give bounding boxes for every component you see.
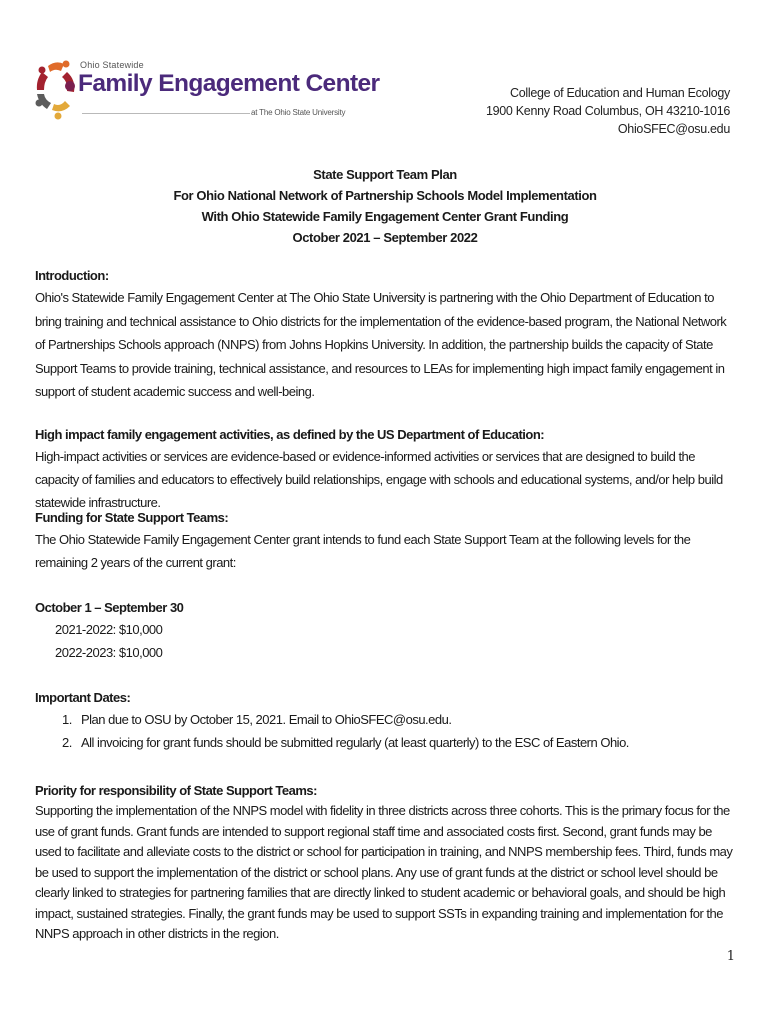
logo-subtitle: at The Ohio State University	[251, 108, 346, 117]
high-impact-section	[35, 425, 735, 514]
title-line-4: October 2021 – September 2022	[292, 230, 478, 245]
document-title	[0, 164, 770, 248]
page-number: 1	[726, 949, 735, 964]
funding-section	[35, 508, 735, 574]
high-impact-heading: High impact family engagement activities, as defined by the US Department of Education:	[35, 427, 545, 442]
contact-email: OhioSFEC@osu.edu	[617, 122, 730, 136]
funding-levels-section	[35, 598, 735, 664]
funding-level-item: 2021-2022: $10,000	[55, 622, 163, 637]
introduction-heading: Introduction:	[35, 268, 109, 283]
priority-heading: Priority for responsibility of State Support Teams:	[35, 783, 317, 798]
important-dates-section	[35, 688, 735, 754]
high-impact-text: High-impact activities or services are evidence-based or evidence-informed activities or services that are designed to build the capacity of families and educators to effectively build relationships, engage with schools and educational systems, and/or help build statewide infrastructure.	[35, 449, 723, 510]
logo-small-text: Ohio Statewide	[80, 60, 144, 70]
important-date-item: 1. Plan due to OSU by October 15, 2021. Email to OhioSFEC@osu.edu.	[75, 708, 735, 731]
priority-section	[35, 781, 735, 945]
important-dates-list	[35, 708, 735, 754]
logo-divider	[82, 113, 250, 114]
important-date-item: 2. All invoicing for grant funds should be submitted regularly (at least quarterly) to the ESC of Eastern Ohio.	[75, 731, 735, 754]
contact-block	[486, 84, 730, 138]
family-circle-logo-icon	[34, 58, 80, 120]
funding-level-item: 2022-2023: $10,000	[55, 645, 163, 660]
introduction-section	[35, 266, 735, 404]
funding-text: The Ohio Statewide Family Engagement Center grant intends to fund each State Support Team at the following levels for the remaining 2 years of the current grant:	[35, 532, 691, 570]
contact-college: College of Education and Human Ecology	[510, 86, 730, 100]
funding-period-heading: October 1 – September 30	[35, 600, 184, 615]
contact-address: 1900 Kenny Road Columbus, OH 43210-1016	[485, 104, 730, 118]
family-engagement-center-logo	[34, 58, 380, 124]
title-line-2: For Ohio National Network of Partnership Schools Model Implementation	[173, 188, 597, 203]
priority-text: Supporting the implementation of the NNPS model with fidelity in three districts across three cohorts. This is the primary focus for the use of grant funds. Grant funds are intended to support regional staff time and associated costs first. Second, grant funds may be used to facilitate and alleviate costs to the district or school for participation in training, and NNPS membership fees. Third, funds may be used to support the implementation of the district or school plans. Any use of grant funds at the district or school level should be clearly linked to strategies for partnering families that are directly linked to student academic or behavioral goals, and should be high impact, sustained strategies. Finally, the grant funds may be used to support SSTs in expanding training and implementation for the NNPS approach in other districts in the region.	[35, 803, 733, 941]
logo-name: Family Engagement Center	[78, 70, 380, 97]
introduction-text: Ohio's Statewide Family Engagement Center at The Ohio State University is partnering with the Ohio Department of Education to bring training and technical assistance to Ohio districts for the implementation of the evidence-based program, the National Network of Partnerships Schools approach (NNPS) from Johns Hopkins University. In addition, the partnership builds the capacity of State Support Teams to provide training, technical assistance, and resources to LEAs for implementing high impact family engagement in support of student academic success and well-being.	[35, 290, 727, 399]
funding-heading: Funding for State Support Teams:	[35, 510, 229, 525]
title-line-1: State Support Team Plan	[313, 167, 457, 182]
important-dates-heading: Important Dates:	[35, 690, 131, 705]
title-line-3: With Ohio Statewide Family Engagement Center Grant Funding	[201, 209, 569, 224]
